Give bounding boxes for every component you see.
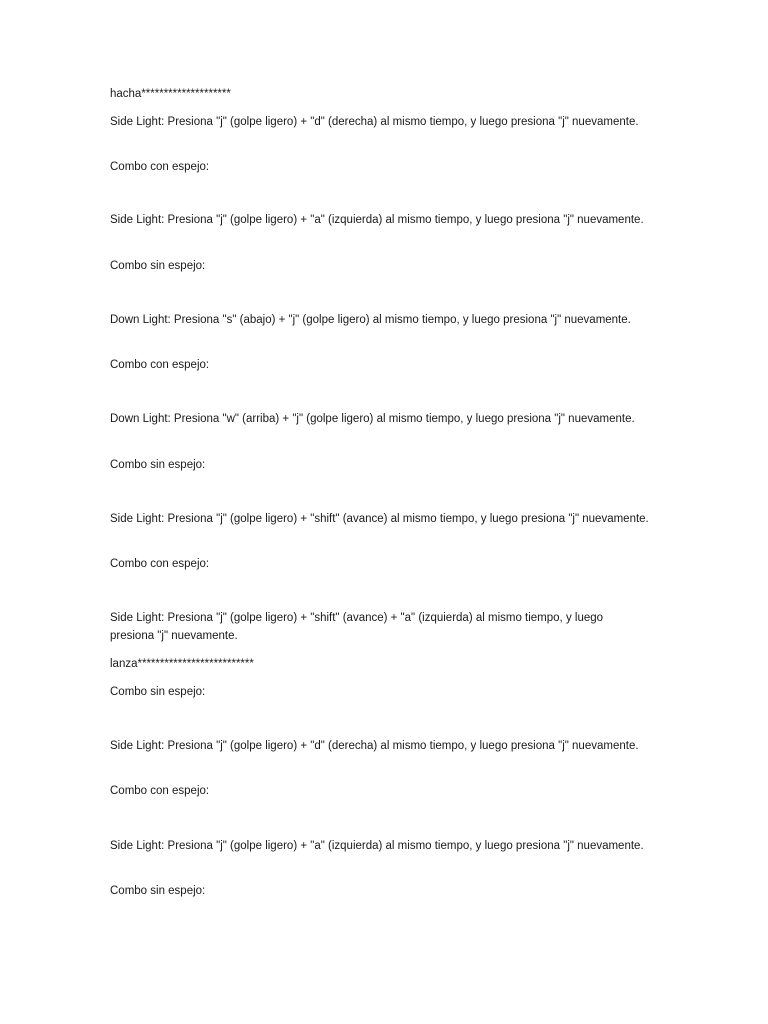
combo-instruction: Down Light: Presiona "s" (abajo) + "j" (golpe ligero) al mismo tiempo, y luego presiona "j" nuevamente.: [110, 314, 631, 326]
section-heading-hacha: hacha********************: [110, 88, 231, 100]
combo-label: Combo sin espejo:: [110, 885, 206, 897]
combo-label: Combo con espejo:: [110, 161, 210, 173]
combo-label: Combo sin espejo:: [110, 260, 206, 272]
combo-label: Combo sin espejo:: [110, 686, 206, 698]
combo-instruction: Down Light: Presiona "w" (arriba) + "j" (golpe ligero) al mismo tiempo, y luego presiona "j" nuevamente.: [110, 413, 635, 425]
combo-label: Combo sin espejo:: [110, 459, 206, 471]
combo-label: Combo con espejo:: [110, 785, 210, 797]
combo-label: Combo con espejo:: [110, 558, 210, 570]
combo-instruction: Side Light: Presiona "j" (golpe ligero) + "d" (derecha) al mismo tiempo, y luego presiona "j" nuevamente.: [110, 740, 639, 752]
combo-instruction: Side Light: Presiona "j" (golpe ligero) + "a" (izquierda) al mismo tiempo, y luego presiona "j" nuevamente.: [110, 214, 644, 226]
combo-instruction: Side Light: Presiona "j" (golpe ligero) + "shift" (avance) al mismo tiempo, y luego presiona "j" nuevamente.: [110, 513, 649, 525]
combo-instruction: Side Light: Presiona "j" (golpe ligero) + "shift" (avance) + "a" (izquierda) al mismo tiempo, y luego presiona "j" nuevamente.: [110, 612, 604, 642]
combo-instruction: Side Light: Presiona "j" (golpe ligero) + "d" (derecha) al mismo tiempo, y luego presiona "j" nuevamente.: [110, 116, 639, 128]
combo-instruction: Side Light: Presiona "j" (golpe ligero) + "a" (izquierda) al mismo tiempo, y luego presiona "j" nuevamente.: [110, 840, 644, 852]
section-heading-lanza: lanza**************************: [110, 658, 254, 670]
combo-label: Combo con espejo:: [110, 359, 210, 371]
